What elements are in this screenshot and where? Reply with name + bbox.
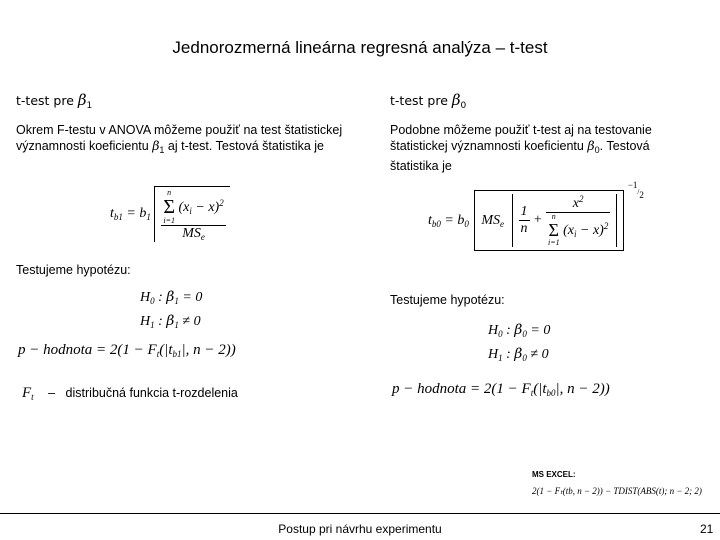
legend-text: distribučná funkcia t-rozdelenia	[65, 386, 238, 400]
right-paragraph-text-2: . Testová štatistika je	[390, 139, 650, 173]
legend	[22, 384, 238, 402]
left-p-value-formula: p − hodnota = $2(1 - F_t(|t_{b1}|$, n − 2))	[18, 342, 236, 359]
right-hypotheses	[488, 320, 550, 368]
right-p-value-formula: p − hodnota = $2(1 - F_t(|t_{b0}|$, n − 2))	[392, 381, 610, 398]
left-paragraph-beta: β	[152, 138, 160, 153]
right-alt-hypothesis: $H_1$ : $\beta_0 \ne 0$	[488, 346, 549, 363]
right-heading-text: t-test pre	[390, 93, 448, 108]
left-hypotheses	[140, 287, 202, 335]
left-null-hypothesis: $H_0$ : $\beta_1 = 0$	[140, 289, 203, 306]
left-hypothesis-label: Testujeme hypotézu:	[16, 263, 131, 277]
left-paragraph-text-1: Okrem F-testu v ANOVA môžeme použiť na test štatistickej významnosti koeficientu	[16, 123, 343, 153]
footer-divider	[0, 513, 720, 514]
legend-symbol: F	[22, 385, 32, 401]
right-null-hypothesis: $H_0$ : $\beta_0 = 0$	[488, 322, 551, 339]
right-hypothesis-label: Testujeme hypotézu:	[390, 293, 505, 307]
right-paragraph-text-1: Podobne môžeme použiť t-test aj na testovanie štatistickej významnosti koeficientu	[390, 123, 652, 153]
left-paragraph	[16, 122, 346, 158]
beta-symbol: β	[451, 91, 461, 109]
legend-dash: –	[48, 386, 56, 400]
beta-symbol: β	[77, 91, 87, 109]
left-paragraph-beta-sub: 1	[159, 145, 165, 155]
right-paragraph-beta: β	[587, 138, 595, 153]
right-test-statistic-formula: $t_{b0} = b_0$ $MS_e$ $\frac{1}{n}$ + $x^2$ n Σ i=1 $(x_i - x)^2$ $^{-1/2}$	[428, 180, 644, 251]
footer-title: Postup pri návrhu experimentu	[278, 522, 442, 536]
excel-label: MS EXCEL:	[532, 470, 576, 479]
left-test-statistic-formula: $t_{b1} = b_1$ n Σ i=1 $(x_i - x)^2$ $MS_e$	[110, 186, 230, 242]
beta-subscript: 0	[460, 101, 467, 111]
page-number: 21	[700, 522, 714, 536]
right-heading	[390, 91, 466, 111]
left-paragraph-text-2: aj t-test. Testová štatistika je	[164, 139, 324, 153]
left-alt-hypothesis: $H_1$ : $\beta_1 \ne 0$	[140, 313, 201, 330]
left-heading	[16, 91, 92, 111]
left-heading-text: t-test pre	[16, 93, 74, 108]
beta-subscript: 1	[86, 101, 93, 111]
right-paragraph-beta-sub: 0	[594, 145, 600, 155]
legend-subscript: t	[31, 392, 34, 402]
slide-title: Jednorozmerná lineárna regresná analýza – t-test	[172, 38, 548, 57]
excel-formula: 2(1 − Fₜ(tb, n − 2)) − TDIST(ABS(t); n − 2; 2)	[532, 486, 702, 496]
right-paragraph	[390, 122, 700, 174]
